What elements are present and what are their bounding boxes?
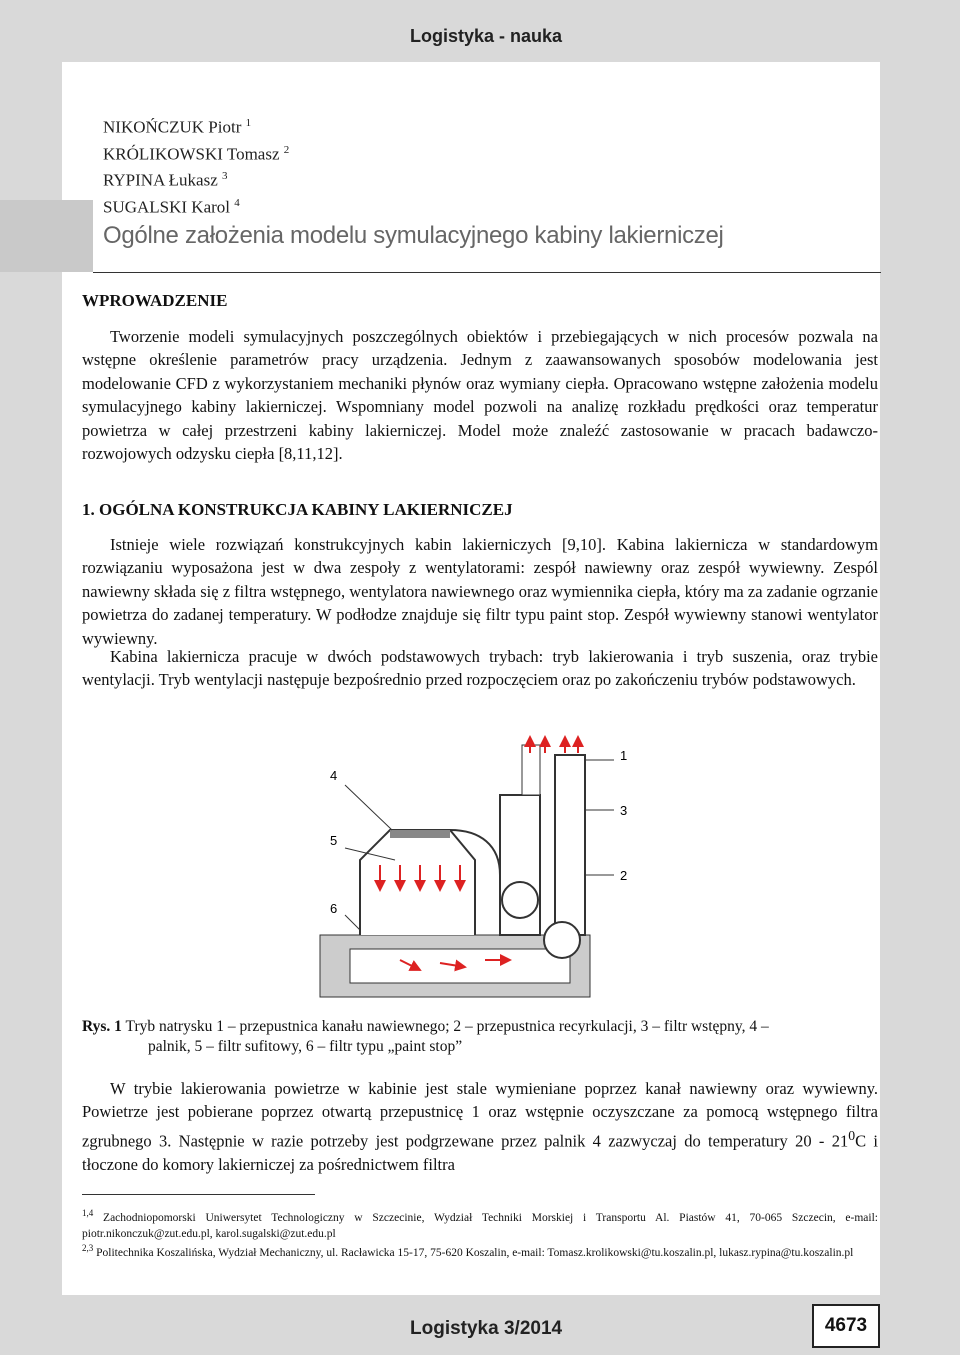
figure-label: 4 xyxy=(330,768,338,783)
section1-paragraph-1: Istnieje wiele rozwiązań konstrukcyjnych kabin lakierniczych [9,10]. Kabina lakiernicza w standardowym rozwiązaniu wyposażona jest w dwa zespoły z wentylatorami: zespół nawiewny oraz zespół wywiewny. Zespól nawiewny składa się z filtra wstępnego, wentylatora nawiewnego oraz wymiennika ciepła, który ma za zadanie ogrzanie powietrza do zadanej temperatury. W podłodze znajduje się filtr typu paint stop. Zespół wywiewny stanowi wentylator wywiewny. xyxy=(82,535,878,648)
title-divider xyxy=(93,272,881,273)
article-title: Ogólne założenia modelu symulacyjnego kabiny lakierniczej xyxy=(103,222,724,249)
figure-label: 1 xyxy=(620,748,628,763)
author: NIKOŃCZUK Piotr $^1$ xyxy=(103,117,252,137)
footnote-divider xyxy=(82,1194,315,1195)
author: RYPINA Łukasz $^3$ xyxy=(103,170,228,190)
intro-heading: WPROWADZENIE xyxy=(82,291,228,310)
author-list xyxy=(103,112,289,219)
journal-footer: Logistyka 3/2014 xyxy=(410,1318,563,1339)
figure-caption: Rys. 1 Tryb natrysku 1 – przepustnica kanału nawiewnego; 2 – przepustnica recyrkulacji, 3 – filtr wstępny, 4 – xyxy=(82,1018,769,1035)
author: SUGALSKI Karol $^4$ xyxy=(103,196,240,217)
intro-paragraph: Tworzenie modeli symulacyjnych poszczególnych obiektów i przebiegających w nich procesów pozwala na wstępne określenie parametrów pracy urządzenia. Jednym z zaawansowanych sposobów modelowania jest modelowanie CFD z wykorzystaniem mechaniki płynów oraz wymiany ciepła. Opracowano wstępne założenia modelu symulacyjnego kabiny lakierniczej. Wspomniany model pozwoli na analizę rozkładu prędkości oraz temperatur powietrza w całej przestrzeni kabiny lakierniczej. Model może znaleźć zastosowanie w pracach badawczo-rozwojowych odzysku ciepła [8,11,12]. xyxy=(82,327,878,464)
gray-tab xyxy=(0,200,93,272)
figure-caption-line2: palnik, 5 – filtr sufitowy, 6 – filtr typu „paint stop” xyxy=(148,1038,463,1055)
footnote-2: $^{2,3}$ Politechnika Koszalińska, Wydział Mechaniczny, ul. Racławicka 15-17, 75-620 Koszalin, e-mail: Tomasz.krolikowski@tu.koszalin.pl, lukasz.rypina@tu.koszalin.pl xyxy=(82,1243,854,1259)
figure-label: 2 xyxy=(620,868,628,883)
figure-label: 3 xyxy=(620,803,628,818)
figure-label: 5 xyxy=(330,833,338,848)
section1-heading: 1. OGÓLNA KONSTRUKCJA KABINY LAKIERNICZEJ xyxy=(82,500,513,519)
section1-paragraph-2: Kabina lakiernicza pracuje w dwóch podstawowych trybach: tryb lakierowania i tryb suszenia, oraz trybie wentylacji. Tryb wentylacji następuje bezpośrednio przed rozpoczęciem oraz po zakończeniu trybów podstawowych. xyxy=(82,647,878,690)
journal-header: Logistyka - nauka xyxy=(410,26,563,46)
section1-paragraph-3: W trybie lakierowania powietrze w kabinie jest stale wymieniane poprzez kanał nawiewny oraz wywiewny. Powietrze jest pobierane poprzez otwartą przepustnicę 1 oraz wstępnie oczyszczane za pomocą wstępnego filtra zgrubnego 3. Następnie w razie potrzeby jest podgrzewane przez palnik 4 zazwyczaj do temperatury $20 - 21^0C$ i tłoczone do komory lakierniczej za pośrednictwem filtra xyxy=(82,1079,878,1174)
spray-booth-diagram xyxy=(300,735,650,1015)
footnote-1: $^{1,4}$ Zachodniopomorski Uniwersytet Technologiczny w Szczecinie, Wydział Techniki Morskiej i Transportu Al. Piastów 41, 70-065 Szczecin, e-mail: piotr.nikonczuk@zut.edu.pl, karol.sugalski@zut.edu.pl xyxy=(82,1208,879,1240)
page-number: 4673 xyxy=(812,1304,880,1348)
author: KRÓLIKOWSKI Tomasz $^2$ xyxy=(103,143,290,164)
figure-label: 6 xyxy=(330,901,338,916)
